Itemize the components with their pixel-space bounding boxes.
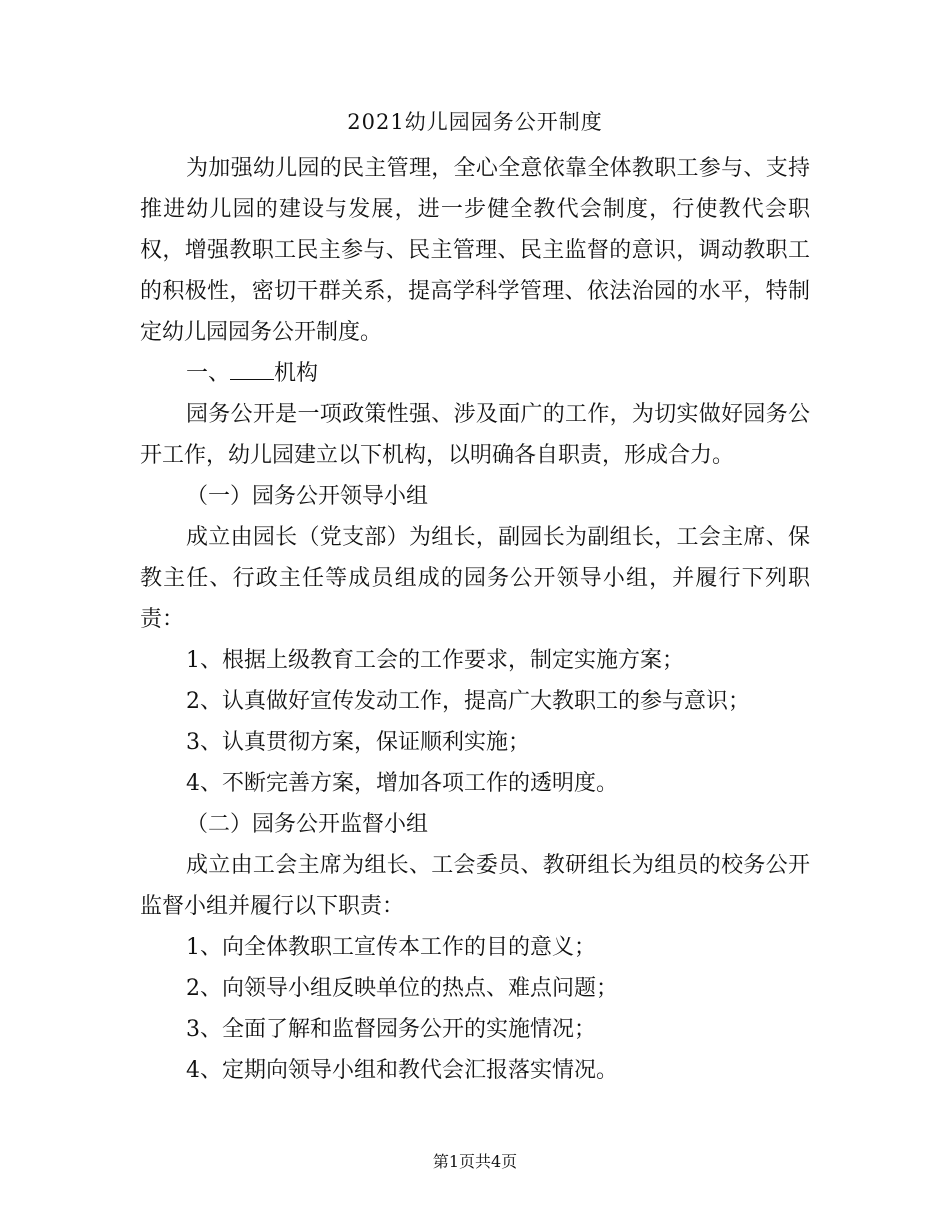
- group2-paragraph: 成立由工会主席为组长、工会委员、教研组长为组员的校务公开监督小组并履行以下职责：: [140, 853, 810, 919]
- group2-heading: （二）园务公开监督小组: [186, 812, 429, 837]
- group2-item: 2、向领导小组反映单位的热点、难点问题；: [186, 976, 618, 1001]
- group1-item: 4、不断完善方案，增加各项工作的透明度。: [186, 771, 618, 796]
- section-title: 机构: [274, 361, 319, 386]
- intro-paragraph: 为加强幼儿园的民主管理，全心全意依靠全体教职工参与、支持推进幼儿园的建设与发展，进一步健全教代会制度，行使教代会职权，增强教职工民主参与、民主管理、民主监督的意识，调动教职工的积极性，密切干群关系，提高学科学管理、依法治园的水平，特制定幼儿园园务公开制度。: [140, 156, 810, 345]
- group1-item: 1、根据上级教育工会的工作要求，制定实施方案；: [186, 648, 684, 673]
- document-body: [140, 148, 810, 1091]
- group1-paragraph: 成立由园长（党支部）为组长，副园长为副组长，工会主席、保教主任、行政主任等成员组成的园务公开领导小组，并履行下列职责：: [140, 525, 810, 632]
- page-number: 第1页共4页: [432, 1152, 518, 1171]
- document-title: 2021幼儿园园务公开制度: [347, 110, 603, 134]
- group1-item: 3、认真贯彻方案，保证顺利实施；: [186, 730, 530, 755]
- section-paragraph: 园务公开是一项政策性强、涉及面广的工作，为切实做好园务公开工作，幼儿园建立以下机构，以明确各自职责，形成合力。: [140, 402, 810, 468]
- group2-item: 4、定期向领导小组和教代会汇报落实情况。: [186, 1058, 618, 1083]
- group2-item: 1、向全体教职工宣传本工作的目的意义；: [186, 935, 596, 960]
- blank-underline: [230, 359, 274, 380]
- section-heading-organization: [140, 353, 810, 394]
- group1-heading: （一）园务公开领导小组: [186, 484, 429, 509]
- section-number: 一、: [186, 361, 231, 386]
- group2-item: 3、全面了解和监督园务公开的实施情况；: [186, 1017, 596, 1042]
- group1-item: 2、认真做好宣传发动工作，提高广大教职工的参与意识；: [186, 689, 750, 714]
